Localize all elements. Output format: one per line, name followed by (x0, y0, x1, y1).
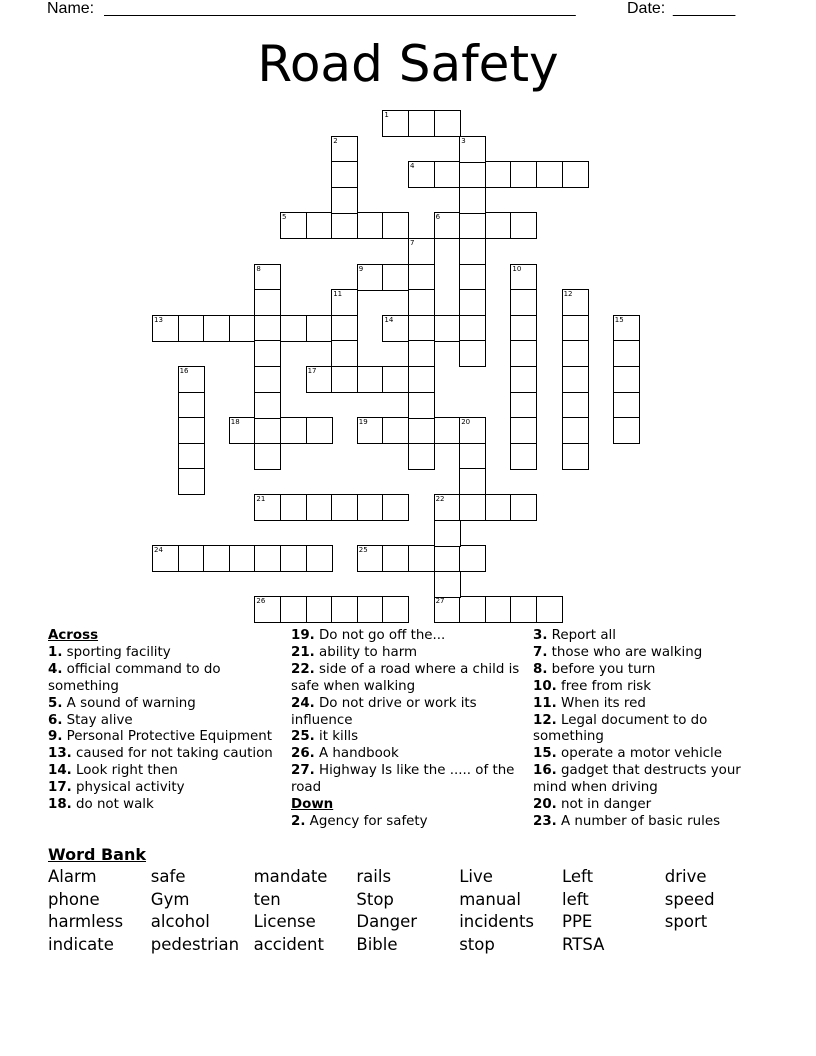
clue-text: official command to do something (48, 661, 221, 694)
crossword-cell[interactable] (254, 366, 281, 393)
crossword-cell[interactable] (382, 596, 409, 623)
clue-item (533, 628, 763, 645)
crossword-cell[interactable] (459, 212, 486, 239)
clue-number-label: 10. (533, 678, 557, 694)
crossword-cell[interactable] (254, 596, 281, 623)
word-bank-word: sport (664, 912, 708, 932)
clue-number: 15 (614, 315, 624, 324)
crossword-cell[interactable] (485, 596, 512, 623)
clue-number-label: 7. (533, 644, 548, 660)
crossword-cell[interactable] (408, 392, 435, 419)
clue-number-label: 16. (533, 763, 557, 779)
crossword-cell[interactable] (331, 494, 358, 521)
crossword-cell[interactable] (408, 315, 435, 342)
crossword-cell[interactable] (408, 417, 435, 444)
clue-text: Personal Protective Equipment (66, 729, 273, 745)
down-clues-column (533, 628, 763, 831)
clue-number: 10 (512, 264, 522, 273)
clue-item (48, 797, 283, 814)
clue-text: A number of basic rules (561, 813, 721, 829)
crossword-cell[interactable] (510, 494, 537, 521)
clue-item (533, 645, 763, 662)
crossword-cell[interactable] (434, 520, 461, 547)
clue-text: ability to harm (319, 644, 418, 660)
crossword-cell[interactable] (306, 596, 333, 623)
crossword-cell[interactable] (331, 289, 358, 316)
clue-item (48, 780, 283, 797)
clue-text: sporting facility (66, 644, 171, 660)
clue-text: those who are walking (551, 644, 703, 660)
crossword-cell[interactable] (382, 315, 409, 342)
word-bank-word: License (253, 912, 316, 932)
crossword-cell[interactable] (152, 315, 179, 342)
word-bank-word: pedestrian (150, 935, 240, 955)
clue-text: it kills (319, 729, 359, 745)
clue-number: 21 (256, 495, 266, 503)
clue-text: not in danger (561, 797, 652, 813)
crossword-cell[interactable] (434, 417, 461, 444)
crossword-cell[interactable] (562, 392, 589, 419)
crossword-cell[interactable] (254, 392, 281, 419)
crossword-cell[interactable] (408, 238, 435, 265)
crossword-cell[interactable] (510, 417, 537, 444)
clue-number-label: 4. (48, 661, 63, 677)
crossword-cell[interactable] (203, 545, 230, 572)
crossword-cell[interactable] (254, 315, 281, 342)
clue-item (533, 696, 763, 713)
crossword-cell[interactable] (536, 596, 563, 623)
page-title: Road Safety (257, 35, 559, 93)
crossword-cell[interactable] (459, 187, 486, 214)
word-bank-heading: Word Bank (48, 845, 147, 864)
clue-item (291, 662, 521, 696)
crossword-cell[interactable] (382, 212, 409, 239)
crossword-cell[interactable] (408, 289, 435, 316)
clue-number-label: 19. (291, 628, 315, 643)
word-bank-word: indicate (48, 935, 114, 955)
crossword-cell[interactable] (434, 545, 461, 572)
clue-text: Highway Is like the ..... of the road (291, 763, 515, 796)
clue-number-label: 26. (291, 746, 315, 762)
crossword-cell[interactable] (331, 136, 358, 163)
clue-item (533, 814, 763, 831)
crossword-cell[interactable] (562, 443, 589, 470)
crossword-cell[interactable] (536, 161, 563, 188)
crossword-cell[interactable] (254, 545, 281, 572)
clue-item (291, 746, 521, 763)
clue-text: A handbook (319, 746, 399, 762)
crossword-cell[interactable] (178, 468, 205, 495)
crossword-cell[interactable] (459, 443, 486, 470)
crossword-cell[interactable] (459, 494, 486, 521)
word-bank-word: Gym (150, 889, 190, 909)
clue-number: 5 (282, 213, 287, 222)
crossword-cell[interactable] (306, 494, 333, 521)
crossword-cell[interactable] (485, 161, 512, 188)
clue-number: 11 (333, 290, 343, 299)
clue-number-label: 25. (291, 729, 315, 745)
clue-number: 8 (256, 264, 261, 273)
crossword-cell[interactable] (357, 212, 384, 239)
clue-number-label: 9. (48, 729, 63, 745)
across-clues-column-1 (48, 628, 283, 814)
word-bank-word: mandate (253, 867, 328, 886)
crossword-cell[interactable] (306, 417, 333, 444)
crossword-cell[interactable] (459, 596, 486, 623)
crossword-cell[interactable] (459, 238, 486, 265)
clue-number-label: 17. (48, 780, 72, 796)
crossword-cell[interactable] (357, 596, 384, 623)
clue-item (291, 628, 521, 645)
clues-column-2 (291, 628, 521, 831)
crossword-cell[interactable] (434, 212, 461, 239)
crossword-cell[interactable] (510, 443, 537, 470)
word-bank-word: Left (562, 867, 594, 886)
crossword-cell[interactable] (510, 596, 537, 623)
crossword-cell[interactable] (562, 417, 589, 444)
word-bank-word: harmless (48, 912, 124, 932)
crossword-cell[interactable] (331, 161, 358, 188)
crossword-cell[interactable] (254, 494, 281, 521)
crossword-cell[interactable] (382, 417, 409, 444)
crossword-cell[interactable] (434, 161, 461, 188)
crossword-cell[interactable] (331, 366, 358, 393)
clue-number-label: 14. (48, 763, 72, 779)
crossword-cell[interactable] (562, 340, 589, 367)
crossword-cell[interactable] (357, 366, 384, 393)
date-label: Date: (627, 0, 666, 17)
crossword-cell[interactable] (178, 443, 205, 470)
crossword-cell[interactable] (306, 366, 333, 393)
clue-text: Do not drive or work its influence (291, 695, 477, 728)
crossword-cell[interactable] (382, 366, 409, 393)
word-bank-word: phone (48, 889, 100, 909)
crossword-cell[interactable] (280, 596, 307, 623)
crossword-cell[interactable] (459, 289, 486, 316)
clue-number-label: 27. (291, 763, 315, 779)
clue-number-label: 2. (291, 813, 306, 829)
date-line[interactable]: _______ (673, 0, 736, 17)
word-bank-word: incidents (459, 912, 535, 932)
clue-text: Do not go off the... (319, 628, 446, 643)
word-bank-word: RTSA (562, 935, 605, 955)
crossword-cell[interactable] (382, 110, 409, 137)
crossword-cell[interactable] (434, 494, 461, 521)
crossword-cell[interactable] (459, 136, 486, 163)
crossword-cell[interactable] (331, 315, 358, 342)
clue-text: When its red (561, 695, 646, 711)
clue-number-label: 15. (533, 746, 557, 762)
clue-item (48, 729, 283, 746)
crossword-cell[interactable] (178, 545, 205, 572)
clue-number: 12 (563, 290, 573, 299)
crossword-cell[interactable] (254, 340, 281, 367)
clue-number-label: 5. (48, 695, 63, 711)
clue-text: Report all (551, 628, 616, 643)
crossword-cell[interactable] (178, 417, 205, 444)
clue-number: 24 (154, 546, 163, 555)
crossword-cell[interactable] (562, 315, 589, 342)
word-bank-word: PPE (562, 912, 593, 932)
crossword-cell[interactable] (203, 315, 230, 342)
crossword-cell[interactable] (229, 315, 256, 342)
clue-text: Agency for safety (309, 813, 428, 829)
clue-number-label: 23. (533, 813, 557, 829)
clue-number: 17 (307, 367, 317, 375)
crossword-cell[interactable] (229, 417, 256, 444)
clue-number: 19 (358, 418, 368, 427)
crossword-cell[interactable] (280, 494, 307, 521)
clue-item (533, 746, 763, 763)
name-line[interactable]: _____________________________________________________ (104, 0, 576, 17)
crossword-cell[interactable] (357, 545, 384, 572)
word-bank-word: left (562, 889, 589, 909)
clue-number: 20 (461, 418, 471, 427)
crossword-cell[interactable] (459, 264, 486, 291)
clue-text: caused for not taking caution (76, 746, 273, 762)
word-bank-word: Danger (356, 912, 418, 932)
crossword-cell[interactable] (280, 212, 307, 239)
crossword-cell[interactable] (178, 315, 205, 342)
word-bank-word: Live (459, 867, 493, 886)
word-bank-column (356, 866, 417, 957)
clue-number-label: 8. (533, 661, 548, 677)
clue-number-label: 13. (48, 746, 72, 762)
crossword-cell[interactable] (613, 417, 640, 444)
clue-item (48, 645, 283, 662)
crossword-cell[interactable] (254, 264, 281, 291)
word-bank-word: drive (664, 867, 707, 886)
crossword-cell[interactable] (562, 366, 589, 393)
clue-item (48, 662, 283, 696)
clue-text: side of a road where a child is safe when walking (291, 661, 520, 694)
clue-number: 13 (154, 315, 163, 324)
crossword-cell[interactable] (331, 212, 358, 239)
clue-item (291, 763, 521, 797)
crossword-cell[interactable] (510, 212, 537, 239)
crossword-cell[interactable] (510, 264, 537, 291)
clue-number-label: 22. (291, 661, 315, 677)
crossword-cell[interactable] (178, 366, 205, 393)
clue-number-label: 24. (291, 695, 315, 711)
clue-number: 9 (358, 264, 364, 273)
crossword-cell[interactable] (408, 340, 435, 367)
word-bank-column (562, 866, 604, 957)
down-heading: Down (291, 797, 334, 813)
across-heading: Across (48, 628, 99, 643)
crossword-cell[interactable] (357, 417, 384, 444)
crossword-cell[interactable] (408, 366, 435, 393)
crossword-cell[interactable] (485, 212, 512, 239)
clue-number-label: 20. (533, 797, 557, 813)
crossword-cell[interactable] (357, 494, 384, 521)
clue-text: Look right then (76, 763, 178, 779)
crossword-cell[interactable] (613, 392, 640, 419)
clue-number: 7 (410, 239, 415, 247)
crossword-cell[interactable] (306, 315, 333, 342)
crossword-cell[interactable] (382, 264, 409, 291)
crossword-cell[interactable] (152, 545, 179, 572)
crossword-cell[interactable] (178, 392, 205, 419)
clue-number-label: 21. (291, 644, 315, 660)
clue-number: 27 (435, 597, 445, 606)
clue-item (48, 763, 283, 780)
clue-item (533, 797, 763, 814)
crossword-cell[interactable] (254, 289, 281, 316)
crossword-cell[interactable] (357, 264, 384, 291)
clue-number: 14 (384, 315, 394, 324)
word-bank-word: safe (150, 867, 186, 886)
crossword-cell[interactable] (280, 545, 307, 572)
word-bank-word: speed (664, 889, 715, 909)
crossword-cell[interactable] (459, 417, 486, 444)
crossword-cell[interactable] (331, 340, 358, 367)
crossword-cell[interactable] (510, 340, 537, 367)
crossword-cell[interactable] (613, 340, 640, 367)
crossword-cell[interactable] (306, 545, 333, 572)
clue-text: operate a motor vehicle (561, 746, 722, 762)
crossword-cell[interactable] (331, 596, 358, 623)
crossword-cell[interactable] (613, 366, 640, 393)
crossword-cell[interactable] (459, 468, 486, 495)
word-bank-word: accident (253, 935, 324, 955)
crossword-cell[interactable] (280, 315, 307, 342)
clue-number: 22 (435, 495, 445, 503)
crossword-cell[interactable] (382, 494, 409, 521)
crossword-cell[interactable] (613, 315, 640, 342)
crossword-cell[interactable] (434, 596, 461, 623)
crossword-cell[interactable] (306, 212, 333, 239)
crossword-cell[interactable] (459, 340, 486, 367)
clue-number: 25 (358, 546, 368, 555)
clue-text: before you turn (551, 661, 656, 677)
clue-item (533, 662, 763, 679)
clue-number: 3 (461, 136, 466, 145)
word-bank-column (48, 866, 123, 957)
clue-number: 18 (230, 418, 240, 427)
word-bank-word: Bible (356, 935, 398, 955)
clue-number: 26 (256, 597, 266, 606)
crossword-cell[interactable] (459, 315, 486, 342)
clue-number: 4 (410, 162, 415, 171)
clue-text: Legal document to do something (533, 712, 708, 745)
crossword-cell[interactable] (382, 545, 409, 572)
clue-item (291, 645, 521, 662)
clue-item (291, 696, 521, 730)
clue-number-label: 3. (533, 628, 548, 643)
clue-item (291, 814, 521, 831)
clue-item (533, 679, 763, 696)
crossword-cell[interactable] (510, 366, 537, 393)
word-bank-word: alcohol (150, 912, 210, 932)
word-bank-word: ten (253, 889, 281, 909)
clue-number-label: 12. (533, 712, 557, 728)
word-bank-column (665, 866, 715, 934)
crossword-cell[interactable] (254, 443, 281, 470)
crossword-cell[interactable] (434, 110, 461, 137)
clue-text: free from risk (561, 678, 652, 694)
clue-number-label: 6. (48, 712, 63, 728)
word-bank-column (151, 866, 239, 957)
crossword-cell[interactable] (510, 315, 537, 342)
crossword-cell[interactable] (408, 443, 435, 470)
crossword-cell[interactable] (510, 289, 537, 316)
crossword-cell[interactable] (434, 571, 461, 598)
crossword-cell[interactable] (229, 545, 256, 572)
word-bank-column (459, 866, 534, 957)
clue-item (48, 713, 283, 730)
clue-item (533, 763, 763, 797)
crossword-cell[interactable] (280, 417, 307, 444)
clue-item (291, 729, 521, 746)
clue-number: 2 (333, 136, 338, 145)
crossword-cell[interactable] (408, 264, 435, 291)
word-bank-word: manual (459, 889, 521, 909)
clue-text: physical activity (76, 780, 185, 796)
word-bank-column (254, 866, 328, 957)
clue-number-label: 11. (533, 695, 557, 711)
crossword-cell[interactable] (562, 289, 589, 316)
word-bank-word: stop (459, 935, 495, 955)
crossword-cell[interactable] (485, 494, 512, 521)
word-bank-word: Alarm (48, 867, 97, 886)
clue-number-label: 1. (48, 644, 63, 660)
clue-number: 1 (384, 111, 389, 119)
crossword-cell[interactable] (408, 161, 435, 188)
clue-text: Stay alive (66, 712, 133, 728)
crossword-cell[interactable] (331, 187, 358, 214)
crossword-cell[interactable] (434, 315, 461, 342)
crossword-cell[interactable] (459, 545, 486, 572)
crossword-cell[interactable] (562, 161, 589, 188)
clue-number-label: 18. (48, 797, 72, 813)
crossword-cell[interactable] (510, 161, 537, 188)
word-bank-word: Stop (356, 889, 394, 909)
clue-text: gadget that destructs your mind when driving (533, 763, 741, 796)
name-label: Name: (47, 0, 95, 17)
clue-number: 6 (435, 213, 441, 222)
word-bank-word: rails (356, 867, 392, 886)
crossword-cell[interactable] (254, 417, 281, 444)
crossword-cell[interactable] (408, 545, 435, 572)
clue-text: do not walk (76, 797, 154, 813)
clue-number: 16 (179, 367, 189, 375)
clue-item (533, 713, 763, 747)
crossword-cell[interactable] (459, 161, 486, 188)
clue-item (48, 746, 283, 763)
clue-text: A sound of warning (66, 695, 196, 711)
crossword-cell[interactable] (510, 392, 537, 419)
clue-item (48, 696, 283, 713)
crossword-cell[interactable] (408, 110, 435, 137)
